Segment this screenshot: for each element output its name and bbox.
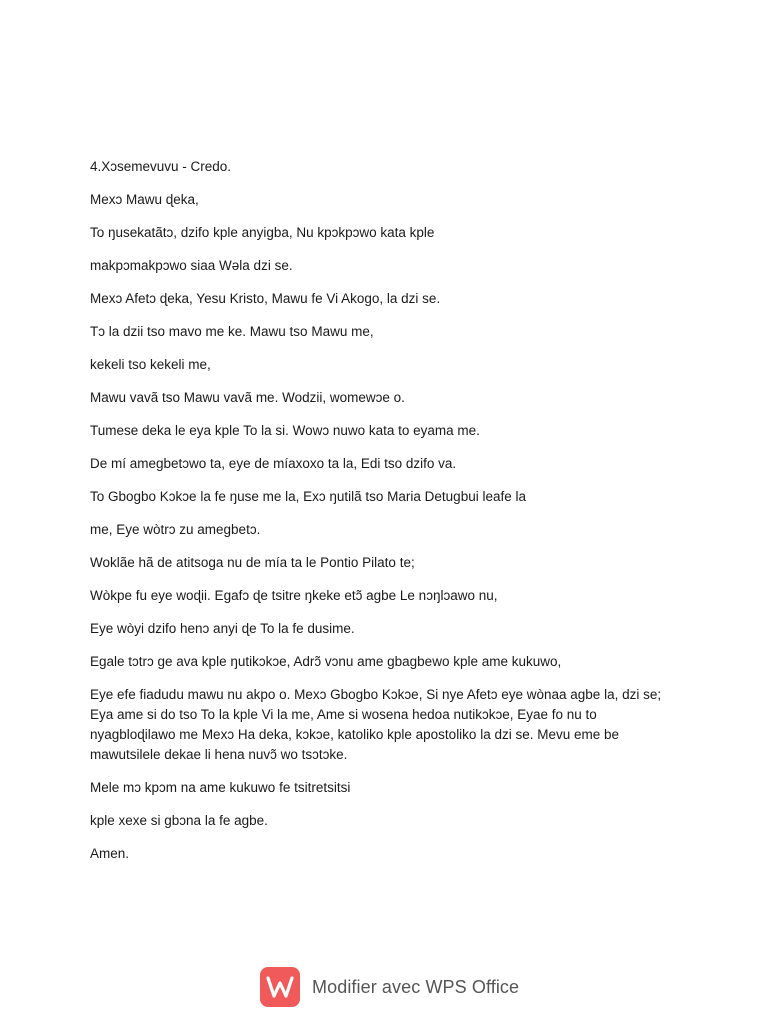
- wps-edit-banner[interactable]: [260, 965, 519, 1009]
- paragraph: makpɔmakpɔwo siaa Wəla dzi se.: [90, 258, 293, 273]
- paragraph: Mawu vavã tso Mawu vavã me. Wodzii, womewɔe o.: [90, 390, 405, 405]
- multiline-paragraph: [90, 685, 690, 765]
- paragraph-title: 4.Xɔsemevuvu - Credo.: [90, 159, 232, 174]
- wps-edit-label[interactable]: Modifier avec WPS Office: [312, 976, 520, 997]
- wps-logo-icon[interactable]: [260, 967, 300, 1007]
- paragraph: Tumese deka le eya kple To la si. Wowɔ nuwo kata to eyama me.: [90, 423, 480, 438]
- paragraph-line: nyagbloɖilawo me Mexɔ Ha deka, kɔkɔe, katoliko kple apostoliko la dzi se. Mevu eme be: [90, 727, 620, 742]
- paragraph: To ŋusekatãtɔ, dzifo kple anyigba, Nu kpɔkpɔwo kata kple: [90, 225, 435, 240]
- paragraph: kekeli tso kekeli me,: [90, 357, 211, 372]
- paragraph: Mexɔ Mawu ɖeka,: [90, 192, 199, 207]
- paragraph: To Gbogbo Kɔkɔe la fe ŋuse me la, Exɔ ŋutilã tso Maria Detugbui leafe la: [90, 489, 526, 504]
- paragraph: Eye wòyi dzifo henɔ anyi ɖe To la fe dusime.: [90, 621, 355, 636]
- paragraph: me, Eye wòtrɔ zu amegbetɔ.: [90, 522, 261, 537]
- paragraph: Mexɔ Afetɔ ɖeka, Yesu Kristo, Mawu fe Vi Akogo, la dzi se.: [90, 291, 441, 306]
- document-body: [90, 157, 690, 877]
- paragraph-amen: Amen.: [90, 846, 130, 861]
- paragraph: Mele mɔ kpɔm na ame kukuwo fe tsitretsitsi: [90, 780, 351, 795]
- paragraph: Wòkpe fu eye woɖii. Egafɔ ɖe tsitre ŋkeke etɔ̃ agbe Le nɔŋlɔawo nu,: [90, 588, 498, 603]
- paragraph: Tɔ la dzii tso mavo me ke. Mawu tso Mawu me,: [90, 324, 374, 339]
- paragraph: kple xexe si gbɔna la fe agbe.: [90, 813, 268, 828]
- paragraph-line: mawutsilele dekae li hena nuvɔ̃ wo tsɔtɔke.: [90, 747, 348, 762]
- paragraph-line: Eye efe fiadudu mawu nu akpo o. Mexɔ Gbogbo Kɔkɔe, Si nye Afetɔ eye wònaa agbe la, dzi se;: [90, 687, 662, 702]
- paragraph-line: Eya ame si do tso To la kple Vi la me, Ame si wosena hedoa nutikɔkɔe, Eyae fo nu to: [90, 707, 597, 722]
- paragraph: Woklãe hã de atitsoga nu de mía ta le Pontio Pilato te;: [90, 555, 415, 570]
- wps-w-glyph: [266, 974, 294, 1000]
- paragraph: De mí amegbetɔwo ta, eye de míaxoxo ta la, Edi tso dzifo va.: [90, 456, 457, 471]
- paragraph: Egale tɔtrɔ ge ava kple ŋutikɔkɔe, Adrɔ̃ vɔnu ame gbagbewo kple ame kukuwo,: [90, 654, 562, 669]
